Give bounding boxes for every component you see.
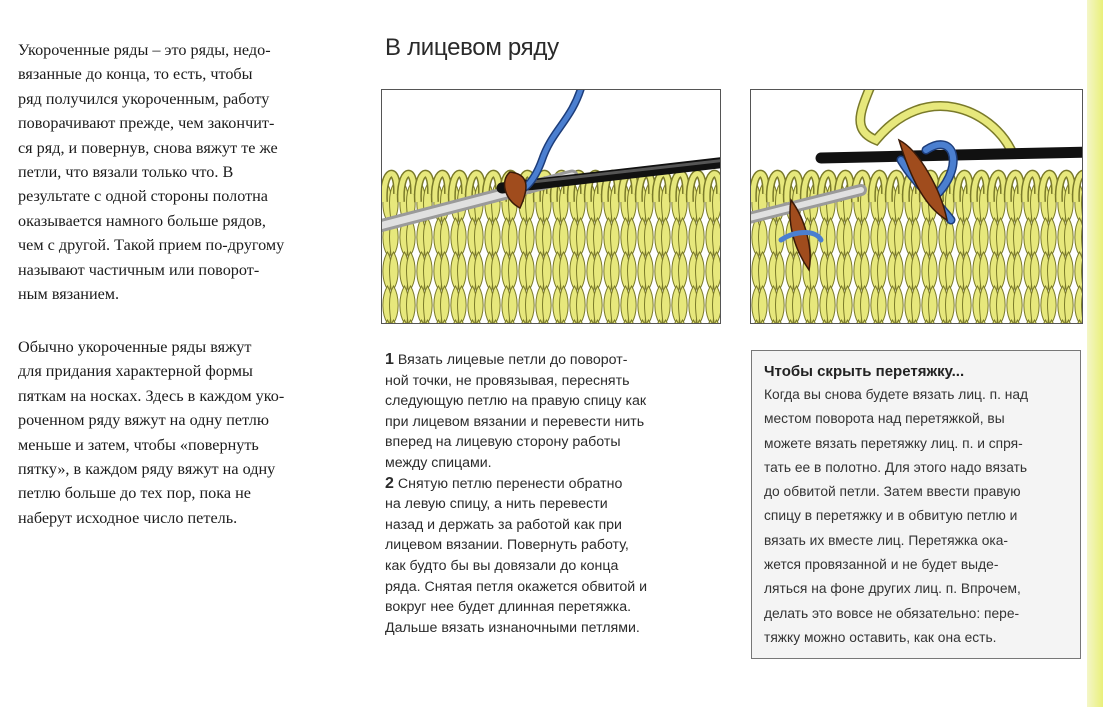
stitch-leg <box>895 286 904 323</box>
tip-line: жется провязанной и не будет выде- <box>764 557 999 573</box>
stitch-leg <box>776 286 785 323</box>
step-line: 1 Вязать лицевые петли до поворот- <box>385 351 628 368</box>
tip-title: Чтобы скрыть перетяжку... <box>764 363 965 380</box>
usage-line: пяткам на носках. Здесь в каждом уко- <box>18 386 285 405</box>
intro-line: чем с другой. Такой прием по-другому <box>18 236 285 255</box>
stitch-leg <box>560 286 569 323</box>
stitch-leg <box>628 286 637 323</box>
stitch-leg <box>1075 286 1082 323</box>
stitch-leg <box>594 286 603 323</box>
stitch-leg <box>963 286 972 323</box>
stitch-leg <box>946 286 955 323</box>
step-line: при лицевом вязании и перевести нить <box>385 413 645 430</box>
stitch-leg <box>1065 286 1074 323</box>
stitch-leg <box>611 286 620 323</box>
stitch-leg <box>679 286 688 323</box>
stitch-leg <box>997 286 1006 323</box>
stitch-leg <box>1075 252 1082 292</box>
stitch-leg <box>759 286 768 323</box>
stitch-leg <box>810 286 819 323</box>
step-2 <box>385 474 720 639</box>
stitch-leg <box>878 286 887 323</box>
stitch-leg <box>696 286 705 323</box>
stitch-leg <box>861 286 870 323</box>
step-line: следующую петлю на правую спицу как <box>385 393 647 410</box>
stitch-leg <box>407 286 416 323</box>
intro-line: называют частичным или поворот- <box>18 260 260 279</box>
stitch-leg <box>980 286 989 323</box>
step-line: между спицами. <box>385 454 492 471</box>
tip-line: вязать их вместе лиц. Перетяжка ока- <box>764 532 1008 548</box>
usage-line: меньше и затем, чтобы «повернуть <box>18 435 259 454</box>
usage-line: пятку», в каждом ряду вяжут на одну <box>18 460 276 479</box>
step-line: ной точки, не провязывая, переснять <box>385 372 630 389</box>
usage-line: роченном ряду вяжут на одну петлю <box>18 411 269 430</box>
stitch-leg <box>458 286 467 323</box>
stitch-leg <box>492 286 501 323</box>
tip-line: тяжку можно оставить, как она есть. <box>764 629 997 645</box>
intro-line: ным вязанием. <box>18 285 120 304</box>
stitch-leg <box>475 286 484 323</box>
knitted-fabric <box>383 174 720 323</box>
intro-line: поворачивают прежде, чем закончит- <box>18 114 275 133</box>
step-line: на левую спицу, а нить перевести <box>385 496 608 513</box>
stitch-leg <box>645 286 654 323</box>
intro-line: ся ряд, и повернув, снова вяжут те же <box>18 138 278 157</box>
tip-line: спицу в перетяжку и в обвитую петлю и <box>764 508 1018 524</box>
stitch-leg <box>390 286 399 323</box>
intro-paragraph <box>18 38 284 306</box>
intro-line: ряд получился укороченным, работу <box>18 89 270 108</box>
usage-line: петлю больше до тех пор, пока не <box>18 484 251 503</box>
intro-line: результате с одной стороны полотна <box>18 187 268 206</box>
step-line: назад и держать за работой как при <box>385 516 622 533</box>
tip-line: тать ее в полотно. Для этого надо вязать <box>764 459 1028 475</box>
intro-line: петли, что вязали только что. В <box>18 163 234 182</box>
stitch-leg <box>441 286 450 323</box>
tip-line: ляться на фоне других лиц. п. Впрочем, <box>764 581 1021 597</box>
tip-line: местом поворота над перетяжкой, вы <box>764 411 1005 427</box>
step-number: 1 <box>385 351 394 368</box>
stitch-leg <box>912 286 921 323</box>
stitch-leg <box>1014 286 1023 323</box>
knitting-illustration-step-2 <box>750 89 1083 324</box>
stitch-leg <box>793 286 802 323</box>
stitch-leg <box>929 286 938 323</box>
tip-line: до обвитой петли. Затем ввести правую <box>764 484 1021 500</box>
stitch-leg <box>713 286 721 323</box>
step-number: 2 <box>385 474 394 492</box>
step-line: Дальше вязать изнаночными петлями. <box>385 619 640 636</box>
usage-line: Обычно укороченные ряды вяжут <box>18 338 252 356</box>
tip-line: Когда вы снова будете вязать лиц. п. над <box>764 387 1029 402</box>
stitch-leg <box>543 286 552 323</box>
step-line: вперед на лицевую сторону работы <box>385 434 621 451</box>
step-line: как будто бы вы довязали до конца <box>385 557 619 574</box>
stitch-leg <box>1031 286 1040 323</box>
intro-line: оказывается намного больше рядов, <box>18 211 266 230</box>
usage-line: наберут исходное число петель. <box>18 508 238 527</box>
stitch-leg <box>662 286 671 323</box>
page-edge-strip <box>1087 0 1103 707</box>
intro-line: вязанные до конца, то есть, чтобы <box>18 65 253 84</box>
tip-line: делать это вовсе не обязательно: пере- <box>764 605 1020 621</box>
step-line: вокруг нее будет длинная перетяжка. <box>385 599 632 616</box>
tip-box <box>751 350 1081 659</box>
step-line: 2 Снятую петлю перенести обратно <box>385 474 623 492</box>
steps-list <box>385 350 720 638</box>
stitch-leg <box>424 286 433 323</box>
usage-line: для придания характерной формы <box>18 362 253 381</box>
step-line: лицевом вязании. Повернуть работу, <box>385 537 629 554</box>
stitch-leg <box>844 286 853 323</box>
tip-line: можете вязать перетяжку лиц. п. и спря- <box>764 435 1023 451</box>
step-line: ряда. Снятая петля окажется обвитой и <box>385 578 648 595</box>
intro-line: Укороченные ряды – это ряды, недо- <box>18 41 271 59</box>
section-title: В лицевом ряду <box>385 34 559 61</box>
stitch-leg <box>577 286 586 323</box>
usage-paragraph <box>18 335 284 530</box>
knitting-illustration-step-1 <box>381 89 721 324</box>
stitch-leg <box>1048 286 1057 323</box>
step-2-drawing <box>751 90 1082 323</box>
stitch-leg <box>1075 218 1082 258</box>
step-1 <box>385 350 720 474</box>
stitch-leg <box>827 286 836 323</box>
stitch-leg <box>509 286 518 323</box>
stitch-leg <box>526 286 535 323</box>
tip-body <box>764 383 1070 650</box>
step-1-drawing <box>382 90 720 323</box>
